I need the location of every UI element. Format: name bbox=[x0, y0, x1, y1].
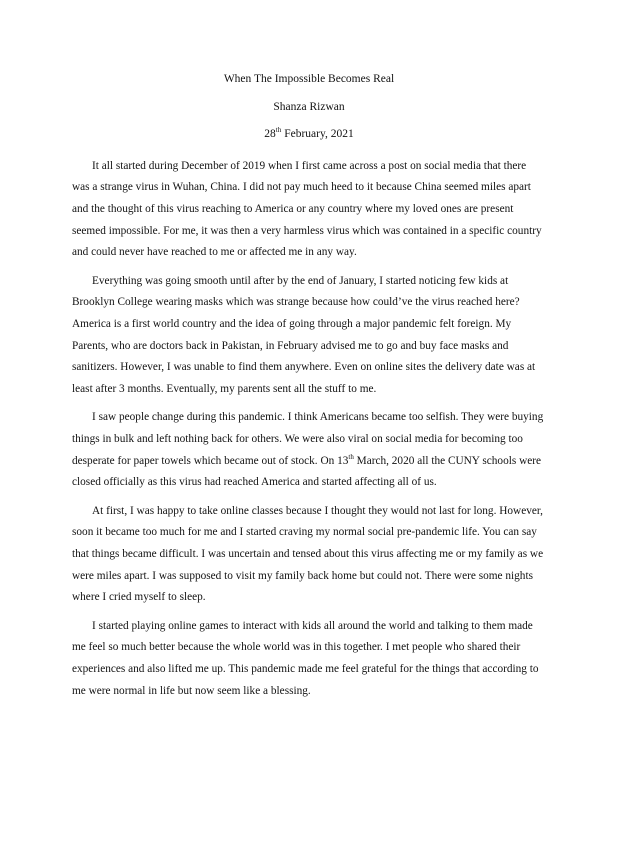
ordinal-superscript: th bbox=[275, 126, 282, 135]
essay-paragraph: I saw people change during this pandemic. I think Americans became too selfish. They were buying things in bulk and left nothing back for others. We were also viral on social media for becoming too desperate for paper towels which became out of stock. On 13th March, 2020 all the CUNY schools were closed officially as this virus had reached America and started affecting all of us. bbox=[72, 411, 544, 489]
ordinal-superscript: th bbox=[348, 452, 354, 461]
document-header bbox=[72, 66, 546, 149]
essay-paragraph: At first, I was happy to take online classes because I thought they would not last for long. However, soon it became too much for me and I started craving my normal social pre-pandemic life. You can say that things became difficult. I was uncertain and tensed about this virus affecting me or my family as we were miles apart. I was supposed to visit my family back home but could not. There were some nights where I cried myself to sleep. bbox=[72, 504, 544, 604]
essay-paragraph: I started playing online games to interact with kids all around the world and talking to them made me feel so much better because the whole world was in this together. I met people who shared their experiences and also lifted me up. This pandemic made me feel grateful for the things that according to me were normal in life but now seem like a blessing. bbox=[72, 619, 539, 697]
essay-paragraph: It all started during December of 2019 when I first came across a post on social media that there was a strange virus in Wuhan, China. I did not pay much heed to it because China seemed miles apart and the thought of this virus reaching to America or any country where my loved ones are present seemed impossible. For me, it was then a very harmless virus which was contained in a specific country and could never have reached to me or affected me in any way. bbox=[72, 159, 542, 259]
essay-title: When The Impossible Becomes Real bbox=[223, 73, 395, 85]
document-page bbox=[0, 66, 618, 866]
essay-date: 28th February, 2021 bbox=[264, 126, 354, 140]
essay-author: Shanza Rizwan bbox=[273, 100, 345, 113]
essay-paragraph: Everything was going smooth until after by the end of January, I started noticing few kids at Brooklyn College wearing masks which was strange because how could’ve the virus reached here? America is a first world country and the idea of going through a major pandemic felt foreign. My Parents, who are doctors back in Pakistan, in February advised me to go and buy face masks and sanitizers. However, I was unable to find them anywhere. Even on online sites the delivery date was at least after 3 months. Eventually, my parents sent all the stuff to me. bbox=[72, 274, 536, 396]
essay-body bbox=[72, 156, 546, 703]
